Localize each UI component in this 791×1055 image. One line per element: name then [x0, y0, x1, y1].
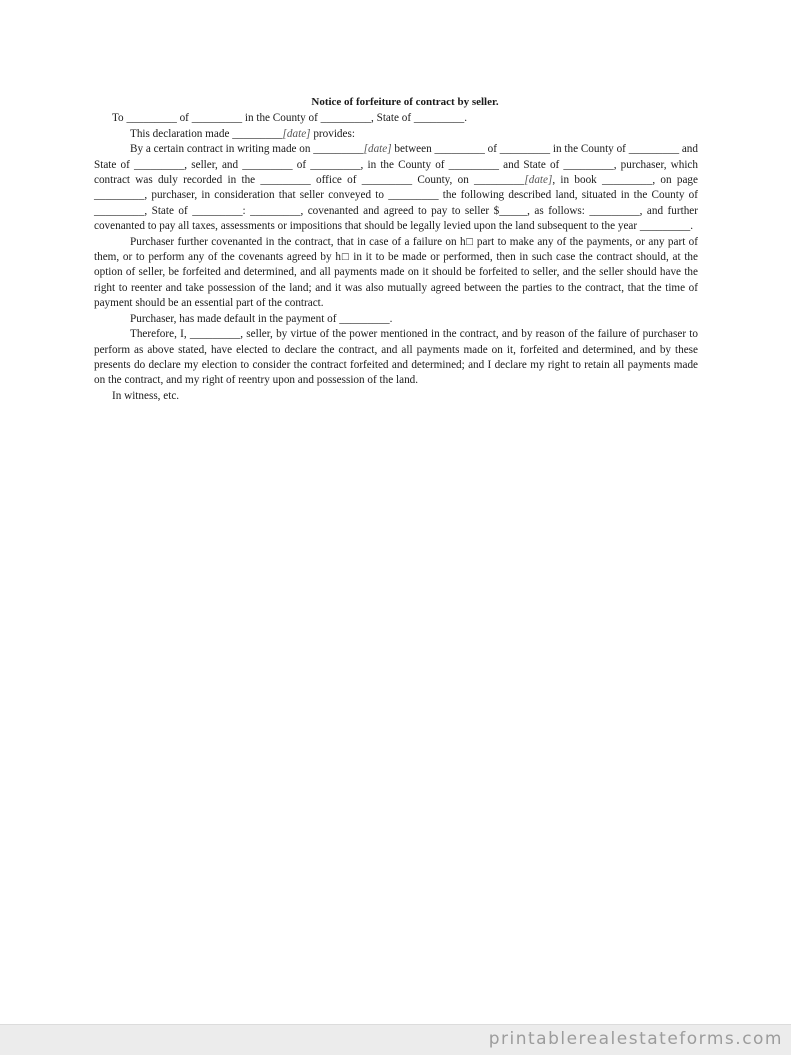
declaration-text-end: provides:	[310, 127, 355, 140]
document-body	[94, 95, 698, 404]
date-placeholder: [date]	[363, 143, 392, 156]
closing-line: In witness, etc.	[112, 389, 180, 402]
contract-text-a: By a certain contract in writing made on _________	[130, 143, 364, 156]
contract-paragraph	[94, 142, 698, 234]
document-title: Notice of forfeiture of contract by seller.	[311, 96, 499, 108]
default-paragraph: Purchaser, has made default in the payment of _________.	[130, 312, 393, 325]
declaration-line	[112, 127, 698, 142]
footer-bar	[0, 1024, 791, 1055]
date-placeholder: [date]	[282, 127, 311, 140]
date-placeholder: [date]	[524, 174, 553, 187]
site-watermark: printablerealestateforms.com	[488, 1029, 783, 1049]
addressee-line: To _________ of _________ in the County of _________, State of _________.	[112, 112, 468, 125]
covenant-paragraph: Purchaser further covenanted in the contract, that in case of a failure on h□ part to make any of the payments, or any part of them, or to perform any of the covenants agreed by h□ in it to be made or performed, then in such case the contract should, at the option of seller, be forfeited and determined, and all payments made on it should be forfeited to seller, and the seller should have the right to reenter and take possession of the land; and it was also mutually agreed between the parties to the contract, that the time of payment should be an essential part of the contract.	[94, 235, 698, 310]
contract-text-c: , in book _________, on page _________, purchaser, in consideration that seller conveyed to _________ the following described land, situated in the County of _________, State of _________: _________, covenanted and agreed to pay to seller $_____, as follows: _________, and further covenanted to pay all taxes, assessments or impositions that should be legally levied upon the land subsequent to the year _________.	[94, 174, 698, 233]
declaration-text: This declaration made _________	[130, 127, 283, 140]
election-paragraph: Therefore, I, _________, seller, by virtue of the power mentioned in the contract, and by reason of the failure of purchaser to perform as above stated, have elected to declare the contract, and all payments made on it, forfeited and determined, and by these presents do declare my election to consider the contract forfeited and determined; and I declare my right to retain all payments made on the contract, and my right of reentry upon and possession of the land.	[94, 328, 698, 387]
contract-text-b: between _________ of _________ in the County of _________ and State of _________, seller, and _________ of _________, in the County of _________ and State of _________, purchaser, which contract was duly recorded in the _________ office of _________ County, on _________	[94, 143, 698, 187]
